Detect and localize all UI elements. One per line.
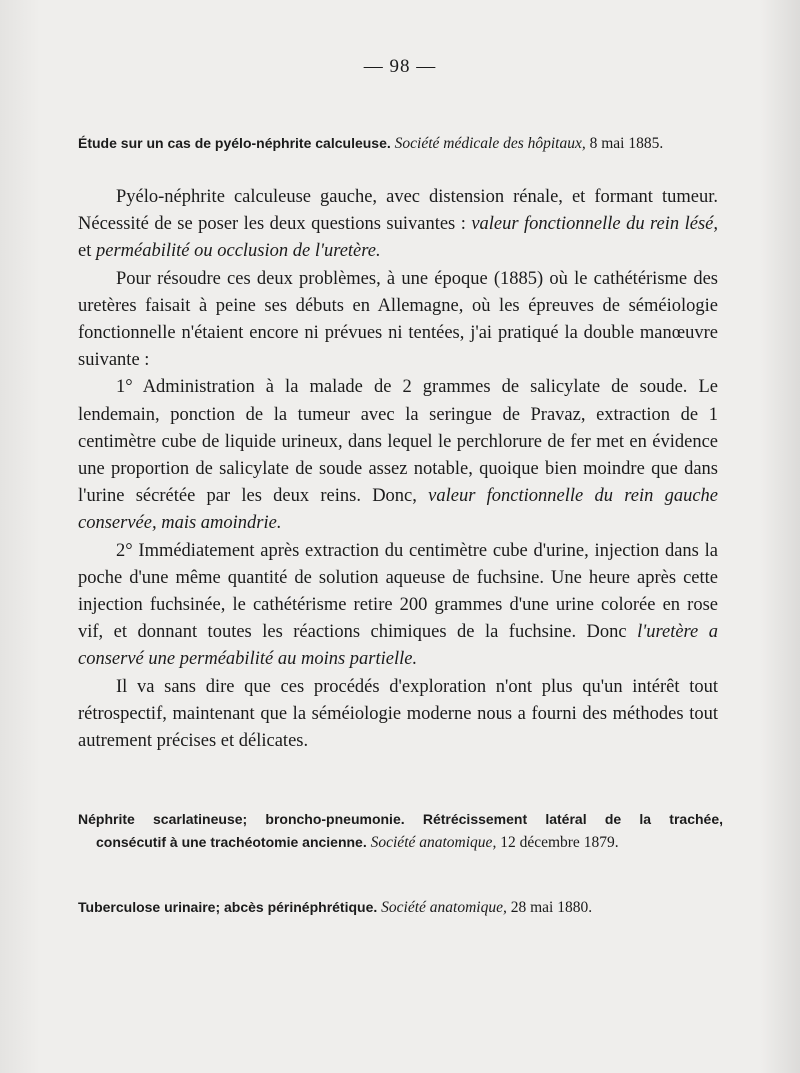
paragraph-emphasis: perméabilité ou occlusion de l'uretère.: [95, 241, 381, 262]
entry-title: [78, 896, 723, 919]
entry-title-line2: [78, 831, 723, 854]
entry-source: Société anatomique,: [370, 834, 497, 851]
paragraph-emphasis: valeur fonctionnelle du rein lésé,: [471, 214, 718, 235]
entry-body: [78, 184, 718, 755]
paragraph-emphasis: l'uretère a conservé une perméabilité au moins partielle.: [78, 622, 718, 670]
paragraph-text: 1° Administration à la malade de 2 grammes de salicylate de soude. Le lendemain, ponction de la tumeur avec la seringue de Pravaz, extraction de 1 centimètre cube de liquide urineux, dans lequel le perchlorure de fer met en évidence une proportion de salicylate de soude assez notable, quoique bien moindre que dans l'urine sécrétée par les deux reins. Donc,: [78, 377, 718, 507]
entry-source: Société médicale des hôpitaux,: [394, 135, 586, 152]
page-number: — 98 —: [363, 56, 437, 77]
paragraph-text: et: [78, 241, 92, 262]
entry-topic: Étude sur un cas de pyélo-néphrite calculeuse.: [78, 135, 391, 151]
entry-date: 12 décembre 1879.: [500, 834, 619, 851]
paragraph-emphasis: valeur fonctionnelle du rein gauche conservée, mais amoindrie.: [78, 486, 718, 534]
entry-title: [78, 808, 723, 854]
paragraph-text: 2° Immédiatement après extraction du centimètre cube d'urine, injection dans la poche d'une même quantité de solution aqueuse de fuchsine. Une heure après cette injection fuchsinée, le cathétérisme retire 200 grammes d'une urine colorée en rose vif, et donnant toutes les réactions chimiques de la fuchsine. Donc: [78, 540, 718, 643]
paragraph-text: Pour résoudre ces deux problèmes, à une époque (1885) où le cathétérisme des uretères faisait à peine ses débuts en Allemagne, où les épreuves de séméiologie fonctionnelle n'étaient encore ni prévues ni tentées, j'ai pratiqué la double manœuvre suivante :: [78, 268, 718, 371]
entry-title: [78, 132, 723, 155]
paragraph: [78, 374, 718, 537]
entry-topic: Néphrite scarlatineuse; broncho-pneumonie. Rétrécissement latéral de la trachée,: [78, 811, 723, 827]
entry-topic: consécutif à une trachéotomie ancienne.: [96, 834, 367, 850]
paragraph: [78, 266, 718, 375]
paragraph: [78, 184, 718, 266]
paragraph: [78, 674, 718, 756]
paragraph-text: Il va sans dire que ces procédés d'exploration n'ont plus qu'un intérêt tout rétrospectif, maintenant que la séméiologie moderne nous a fourni des méthodes tout autrement précises et délicates.: [78, 676, 718, 752]
paragraph: [78, 538, 718, 674]
paragraph-text: Pyélo-néphrite calculeuse gauche, avec distension rénale, et formant tumeur. Nécessité de se poser les deux questions suivantes :: [78, 187, 718, 235]
entry-topic: Tuberculose urinaire; abcès périnéphrétique.: [78, 899, 378, 915]
entry-source: Société anatomique,: [381, 899, 507, 916]
entry-date: 8 mai 1885.: [589, 135, 664, 152]
entry-date: 28 mai 1880.: [510, 899, 593, 916]
